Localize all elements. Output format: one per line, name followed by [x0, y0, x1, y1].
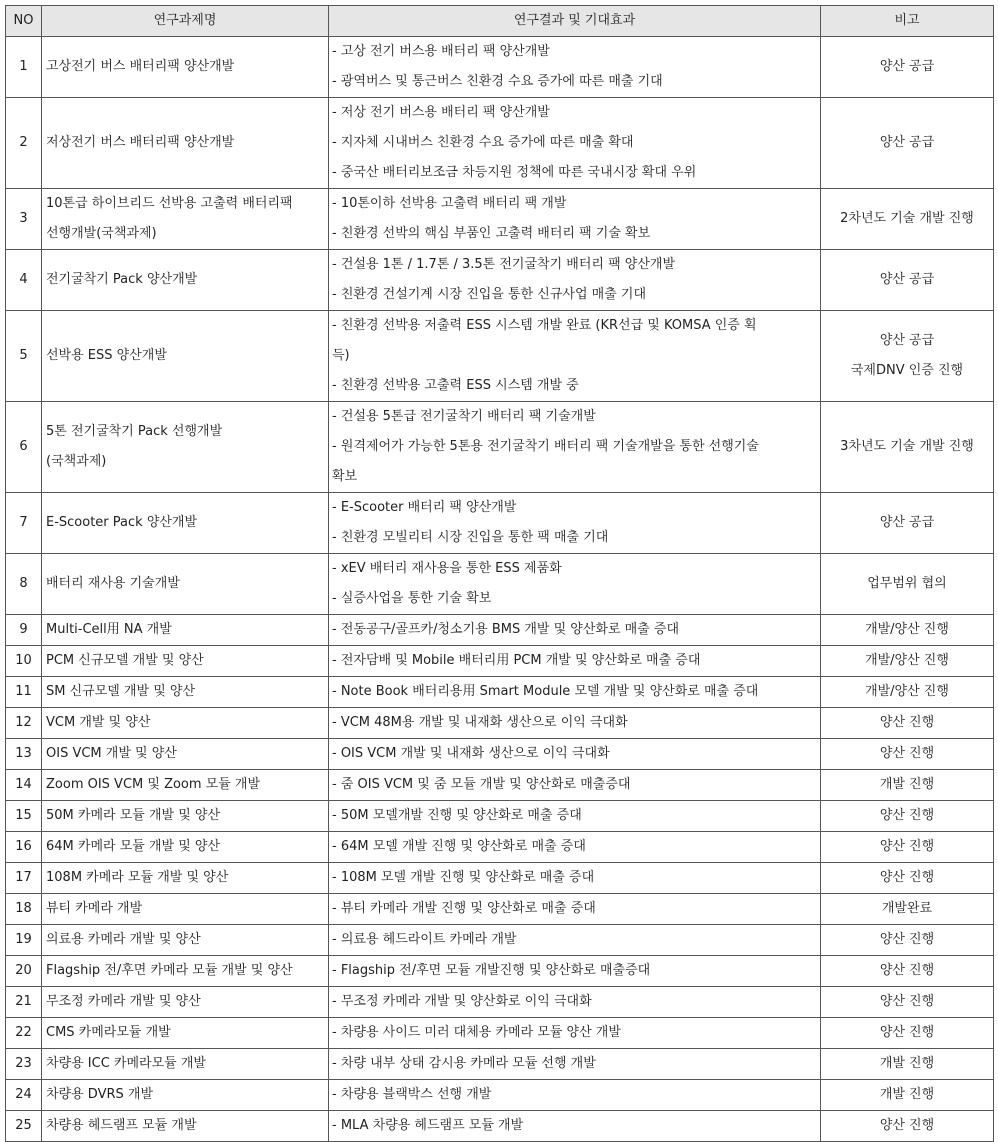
header-note: 비고 — [821, 6, 994, 37]
header-row — [6, 6, 994, 37]
table-row — [6, 1049, 994, 1080]
cell-result-line: - VCM 48M용 개발 및 내재화 생산으로 이익 극대화 — [332, 715, 628, 730]
cell-result — [329, 956, 821, 987]
cell-title — [42, 708, 329, 739]
cell-note-line: 양산 진행 — [879, 839, 935, 854]
cell-title-line: 전기굴착기 Pack 양산개발 — [46, 272, 198, 287]
cell-note-line: 개발 진행 — [879, 777, 935, 792]
table-body — [6, 37, 994, 1142]
cell-note — [821, 1111, 994, 1142]
cell-title-line: 선행개발(국책과제) — [46, 226, 157, 241]
table-row — [6, 708, 994, 739]
cell-result — [329, 739, 821, 770]
cell-title — [42, 801, 329, 832]
table-row — [6, 801, 994, 832]
cell-result-line: - 전자담배 및 Mobile 배터리用 PCM 개발 및 양산화로 매출 증대 — [332, 653, 701, 668]
cell-result-line: - 친환경 모빌리티 시장 진입을 통한 팩 매출 기대 — [332, 530, 609, 545]
cell-title-line: 의료용 카메라 개발 및 양산 — [46, 932, 201, 947]
cell-note-line: 개발 진행 — [879, 1087, 935, 1102]
cell-no: 17 — [6, 863, 42, 894]
cell-note-line: 양산 진행 — [879, 963, 935, 978]
cell-result-line: - 건설용 5톤급 전기굴착기 배터리 팩 기술개발 — [332, 409, 596, 424]
cell-note — [821, 646, 994, 677]
cell-result-line: 확보 — [332, 469, 358, 484]
cell-result — [329, 894, 821, 925]
table-row — [6, 832, 994, 863]
cell-result — [329, 250, 821, 311]
table-row — [6, 1080, 994, 1111]
cell-note-line: 양산 공급 — [879, 272, 935, 287]
cell-note-line: 양산 진행 — [879, 1118, 935, 1133]
cell-result-line: - 친환경 선박의 핵심 부품인 고출력 배터리 팩 기술 확보 — [332, 226, 651, 241]
cell-note — [821, 1049, 994, 1080]
cell-result — [329, 832, 821, 863]
cell-no: 22 — [6, 1018, 42, 1049]
cell-result-line: - 무조정 카메라 개발 및 양산화로 이익 극대화 — [332, 994, 592, 1009]
table-row — [6, 894, 994, 925]
cell-no: 6 — [6, 402, 42, 493]
cell-result-line: - MLA 차량용 헤드램프 모듈 개발 — [332, 1118, 524, 1133]
cell-note — [821, 925, 994, 956]
cell-note — [821, 832, 994, 863]
cell-note — [821, 402, 994, 493]
cell-no: 4 — [6, 250, 42, 311]
cell-result-line: - 의료용 헤드라이트 카메라 개발 — [332, 932, 517, 947]
cell-note — [821, 708, 994, 739]
cell-result — [329, 770, 821, 801]
cell-title — [42, 987, 329, 1018]
cell-title-line: (국책과제) — [46, 454, 107, 469]
cell-no: 24 — [6, 1080, 42, 1111]
cell-title-line: CMS 카메라모듈 개발 — [46, 1025, 171, 1040]
cell-title — [42, 98, 329, 189]
cell-title-line: 5톤 전기굴착기 Pack 선행개발 — [46, 424, 223, 439]
cell-title-line: OIS VCM 개발 및 양산 — [46, 746, 177, 761]
cell-result-line: - 지자체 시내버스 친환경 수요 증가에 따른 매출 확대 — [332, 135, 634, 150]
cell-result-line: - 차량용 사이드 미러 대체용 카메라 모듈 양산 개발 — [332, 1025, 621, 1040]
cell-title-line: 차량용 헤드램프 모듈 개발 — [46, 1118, 197, 1133]
cell-no: 13 — [6, 739, 42, 770]
cell-result — [329, 987, 821, 1018]
cell-title — [42, 493, 329, 554]
cell-title — [42, 615, 329, 646]
cell-no: 20 — [6, 956, 42, 987]
cell-note — [821, 956, 994, 987]
cell-result — [329, 98, 821, 189]
cell-result — [329, 1111, 821, 1142]
header-no: NO — [6, 6, 42, 37]
table-row — [6, 739, 994, 770]
cell-no: 3 — [6, 189, 42, 250]
cell-note-line: 국제DNV 인증 진행 — [850, 363, 964, 378]
cell-title — [42, 250, 329, 311]
table-row — [6, 677, 994, 708]
cell-title — [42, 554, 329, 615]
cell-note-line: 양산 진행 — [879, 808, 935, 823]
cell-result-line: - 64M 모델 개발 진행 및 양산화로 매출 증대 — [332, 839, 586, 854]
table-row — [6, 925, 994, 956]
cell-result-line: 득) — [332, 348, 350, 363]
cell-result-line: - 실증사업을 통한 기술 확보 — [332, 591, 492, 606]
table-row — [6, 98, 994, 189]
cell-title-line: 저상전기 버스 배터리팩 양산개발 — [46, 135, 235, 150]
cell-result — [329, 615, 821, 646]
cell-note-line: 양산 공급 — [879, 515, 935, 530]
cell-note — [821, 1018, 994, 1049]
cell-title — [42, 646, 329, 677]
cell-result-line: - Note Book 배터리용用 Smart Module 모델 개발 및 양산화로 매출 증대 — [332, 684, 759, 699]
cell-title — [42, 770, 329, 801]
cell-result-line: - 108M 모델 개발 진행 및 양산화로 매출 증대 — [332, 870, 595, 885]
cell-no: 5 — [6, 311, 42, 402]
cell-result-line: - E-Scooter 배터리 팩 양산개발 — [332, 500, 517, 515]
cell-result-line: - 10톤이하 선박용 고출력 배터리 팩 개발 — [332, 196, 567, 211]
cell-no: 1 — [6, 37, 42, 98]
cell-title-line: PCM 신규모델 개발 및 양산 — [46, 653, 204, 668]
cell-note-line: 양산 진행 — [879, 994, 935, 1009]
cell-result-line: - xEV 배터리 재사용을 통한 ESS 제품화 — [332, 561, 562, 576]
cell-result-line: - Flagship 전/후면 모듈 개발진행 및 양산화로 매출증대 — [332, 963, 651, 978]
cell-note-line: 2차년도 기술 개발 진행 — [840, 211, 974, 226]
cell-note — [821, 739, 994, 770]
cell-note — [821, 615, 994, 646]
cell-note — [821, 554, 994, 615]
cell-result — [329, 801, 821, 832]
cell-note-line: 양산 공급 — [879, 59, 935, 74]
cell-no: 19 — [6, 925, 42, 956]
cell-no: 21 — [6, 987, 42, 1018]
cell-title — [42, 677, 329, 708]
cell-note — [821, 987, 994, 1018]
cell-result-line: - 차량용 블랙박스 선행 개발 — [332, 1087, 492, 1102]
cell-note-line: 양산 공급 — [879, 135, 935, 150]
cell-result-line: - 줌 OIS VCM 및 줌 모듈 개발 및 양산화로 매출증대 — [332, 777, 631, 792]
cell-no: 16 — [6, 832, 42, 863]
cell-note-line: 양산 진행 — [879, 1025, 935, 1040]
cell-note — [821, 770, 994, 801]
cell-result-line: - 전동공구/골프카/청소기용 BMS 개발 및 양산화로 매출 증대 — [332, 622, 680, 637]
cell-title-line: 뷰티 카메라 개발 — [46, 901, 143, 916]
cell-title-line: 108M 카메라 모듈 개발 및 양산 — [46, 870, 229, 885]
cell-result — [329, 1018, 821, 1049]
cell-result-line: - 원격제어가 가능한 5톤용 전기굴착기 배터리 팩 기술개발을 통한 선행기술 — [332, 439, 759, 454]
cell-note-line: 양산 공급 — [879, 333, 935, 348]
cell-note — [821, 189, 994, 250]
header-result: 연구결과 및 기대효과 — [329, 6, 821, 37]
cell-no: 7 — [6, 493, 42, 554]
table-row — [6, 37, 994, 98]
cell-note — [821, 1080, 994, 1111]
cell-result — [329, 402, 821, 493]
cell-note — [821, 677, 994, 708]
table-row — [6, 189, 994, 250]
table-row — [6, 554, 994, 615]
table-row — [6, 311, 994, 402]
cell-title-line: 배터리 재사용 기술개발 — [46, 576, 180, 591]
cell-title-line: Flagship 전/후면 카메라 모듈 개발 및 양산 — [46, 963, 293, 978]
cell-title — [42, 739, 329, 770]
cell-title-line: SM 신규모델 개발 및 양산 — [46, 684, 196, 699]
cell-note-line: 개발 진행 — [879, 1056, 935, 1071]
cell-result — [329, 646, 821, 677]
cell-title-line: 선박용 ESS 양산개발 — [46, 348, 167, 363]
cell-title-line: 50M 카메라 모듈 개발 및 양산 — [46, 808, 221, 823]
table-row — [6, 987, 994, 1018]
cell-result-line: - 친환경 건설기계 시장 진입을 통한 신규사업 매출 기대 — [332, 287, 647, 302]
cell-result — [329, 677, 821, 708]
cell-result — [329, 189, 821, 250]
cell-no: 25 — [6, 1111, 42, 1142]
cell-title — [42, 1049, 329, 1080]
cell-note-line: 업무범위 협의 — [867, 576, 947, 591]
cell-title — [42, 1018, 329, 1049]
table-row — [6, 863, 994, 894]
cell-title-line: 차량용 DVRS 개발 — [46, 1087, 154, 1102]
cell-no: 23 — [6, 1049, 42, 1080]
cell-no: 15 — [6, 801, 42, 832]
cell-note-line: 3차년도 기술 개발 진행 — [840, 439, 974, 454]
cell-note-line: 개발/양산 진행 — [865, 684, 949, 699]
cell-title-line: Zoom OIS VCM 및 Zoom 모듈 개발 — [46, 777, 261, 792]
cell-result-line: - 광역버스 및 통근버스 친환경 수요 증가에 따른 매출 기대 — [332, 74, 663, 89]
cell-title — [42, 925, 329, 956]
cell-note-line: 개발/양산 진행 — [865, 622, 949, 637]
cell-result-line: - 50M 모델개발 진행 및 양산화로 매출 증대 — [332, 808, 582, 823]
table-row — [6, 615, 994, 646]
cell-result-line: - 친환경 선박용 고출력 ESS 시스템 개발 중 — [332, 378, 579, 393]
header-title: 연구과제명 — [42, 6, 329, 37]
cell-no: 10 — [6, 646, 42, 677]
cell-title-line: Multi-Cell用 NA 개발 — [46, 622, 172, 637]
table-row — [6, 1111, 994, 1142]
cell-no: 2 — [6, 98, 42, 189]
cell-title-line: 10톤급 하이브리드 선박용 고출력 배터리팩 — [46, 196, 293, 211]
cell-title-line: 무조정 카메라 개발 및 양산 — [46, 994, 201, 1009]
cell-note — [821, 493, 994, 554]
cell-note-line: 양산 진행 — [879, 932, 935, 947]
cell-note — [821, 311, 994, 402]
cell-title-line: 64M 카메라 모듈 개발 및 양산 — [46, 839, 221, 854]
cell-result-line: - 고상 전기 버스용 배터리 팩 양산개발 — [332, 44, 550, 59]
cell-title — [42, 1080, 329, 1111]
table-row — [6, 956, 994, 987]
cell-title-line: 고상전기 버스 배터리팩 양산개발 — [46, 59, 235, 74]
cell-result-line: - 뷰티 카메라 개발 진행 및 양산화로 매출 증대 — [332, 901, 596, 916]
cell-result — [329, 493, 821, 554]
cell-no: 9 — [6, 615, 42, 646]
cell-title — [42, 832, 329, 863]
cell-note — [821, 37, 994, 98]
cell-result — [329, 925, 821, 956]
table-row — [6, 646, 994, 677]
cell-title-line: E-Scooter Pack 양산개발 — [46, 515, 198, 530]
cell-no: 18 — [6, 894, 42, 925]
cell-result-line: - 친환경 선박용 저출력 ESS 시스템 개발 완료 (KR선급 및 KOMSA 인증 획 — [332, 318, 757, 333]
cell-note-line: 양산 진행 — [879, 870, 935, 885]
cell-title — [42, 894, 329, 925]
cell-note-line: 개발/양산 진행 — [865, 653, 949, 668]
table-row — [6, 402, 994, 493]
cell-no: 8 — [6, 554, 42, 615]
cell-title — [42, 37, 329, 98]
cell-result-line: - 저상 전기 버스용 배터리 팩 양산개발 — [332, 105, 550, 120]
table-row — [6, 493, 994, 554]
cell-result-line: - 중국산 배터리보조금 차등지원 정책에 따른 국내시장 확대 우위 — [332, 165, 697, 180]
cell-no: 14 — [6, 770, 42, 801]
cell-result — [329, 1049, 821, 1080]
cell-result — [329, 1080, 821, 1111]
cell-title — [42, 956, 329, 987]
table-row — [6, 1018, 994, 1049]
cell-note — [821, 894, 994, 925]
cell-note-line: 양산 진행 — [879, 746, 935, 761]
cell-note — [821, 98, 994, 189]
cell-title — [42, 402, 329, 493]
cell-title — [42, 863, 329, 894]
research-table — [5, 5, 994, 1142]
cell-no: 12 — [6, 708, 42, 739]
cell-note-line: 개발완료 — [881, 901, 933, 916]
cell-no: 11 — [6, 677, 42, 708]
cell-note — [821, 250, 994, 311]
cell-result-line: - 차량 내부 상태 감시용 카메라 모듈 선행 개발 — [332, 1056, 596, 1071]
cell-title — [42, 189, 329, 250]
cell-result — [329, 708, 821, 739]
cell-title-line: VCM 개발 및 양산 — [46, 715, 151, 730]
cell-result-line: - 건설용 1톤 / 1.7톤 / 3.5톤 전기굴착기 배터리 팩 양산개발 — [332, 257, 675, 272]
cell-result-line: - OIS VCM 개발 및 내재화 생산으로 이익 극대화 — [332, 746, 610, 761]
cell-note — [821, 863, 994, 894]
cell-title — [42, 1111, 329, 1142]
cell-title-line: 차량용 ICC 카메라모듈 개발 — [46, 1056, 206, 1071]
cell-result — [329, 311, 821, 402]
cell-result — [329, 863, 821, 894]
cell-note — [821, 801, 994, 832]
table-row — [6, 250, 994, 311]
cell-result — [329, 554, 821, 615]
cell-title — [42, 311, 329, 402]
cell-note-line: 양산 진행 — [879, 715, 935, 730]
table-row — [6, 770, 994, 801]
cell-result — [329, 37, 821, 98]
